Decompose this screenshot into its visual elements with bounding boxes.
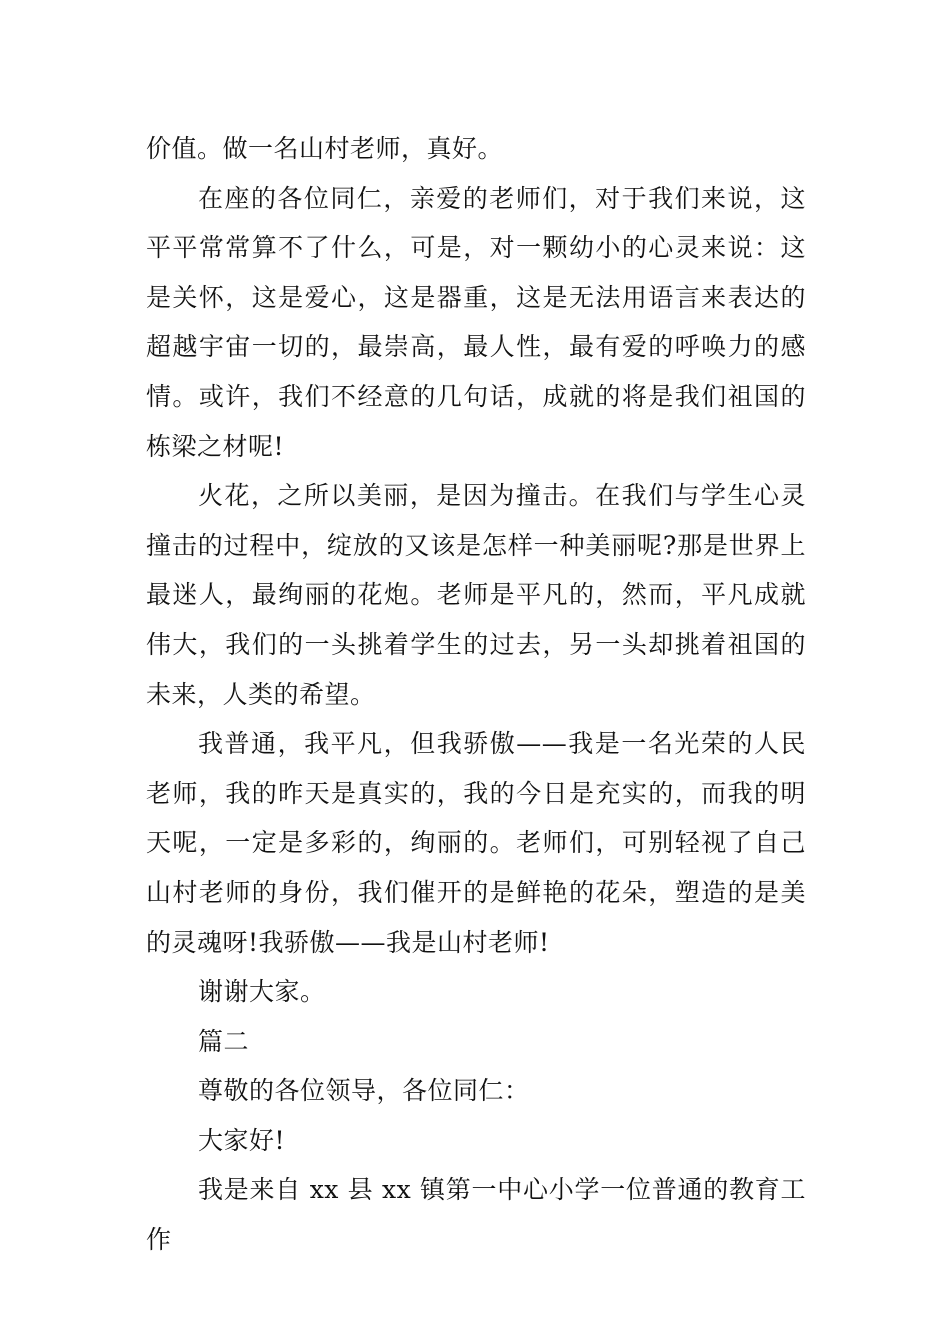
document-body bbox=[146, 124, 806, 1265]
section-heading: 篇二 bbox=[198, 1026, 250, 1056]
salutation: 尊敬的各位领导，各位同仁： bbox=[198, 1076, 530, 1106]
paragraph-4: 我普通，我平凡，但我骄傲——我是一名光荣的人民老师，我的昨天是真实的，我的今日是充实的，而我的明天呢，一定是多彩的，绚丽的。老师们，可别轻视了自己山村老师的身份，我们催开的是鲜艳的花朵，塑造的是美的灵魂呀!我骄傲——我是山村老师! bbox=[146, 729, 806, 957]
paragraph-1: 价值。做一名山村老师，真好。 bbox=[146, 134, 504, 163]
paragraph-intro: 我是来自 xx 县 xx 镇第一中心小学一位普通的教育工作 bbox=[146, 1175, 806, 1255]
paragraph-3: 火花，之所以美丽，是因为撞击。在我们与学生心灵撞击的过程中，绽放的又该是怎样一种美丽呢?那是世界上最迷人，最绚丽的花炮。老师是平凡的，然而，平凡成就伟大，我们的一头挑着学生的过去，另一头却挑着祖国的未来，人类的希望。 bbox=[146, 481, 806, 709]
paragraph-thanks: 谢谢大家。 bbox=[198, 977, 326, 1007]
greeting: 大家好! bbox=[198, 1125, 286, 1155]
paragraph-2: 在座的各位同仁，亲爱的老师们，对于我们来说，这平平常常算不了什么，可是，对一颗幼小的心灵来说：这是关怀，这是爱心，这是器重，这是无法用语言来表达的超越宇宙一切的，最崇高，最人性，最有爱的呼唤力的感情。或许，我们不经意的几句话，成就的将是我们祖国的栋梁之材呢! bbox=[146, 183, 806, 461]
